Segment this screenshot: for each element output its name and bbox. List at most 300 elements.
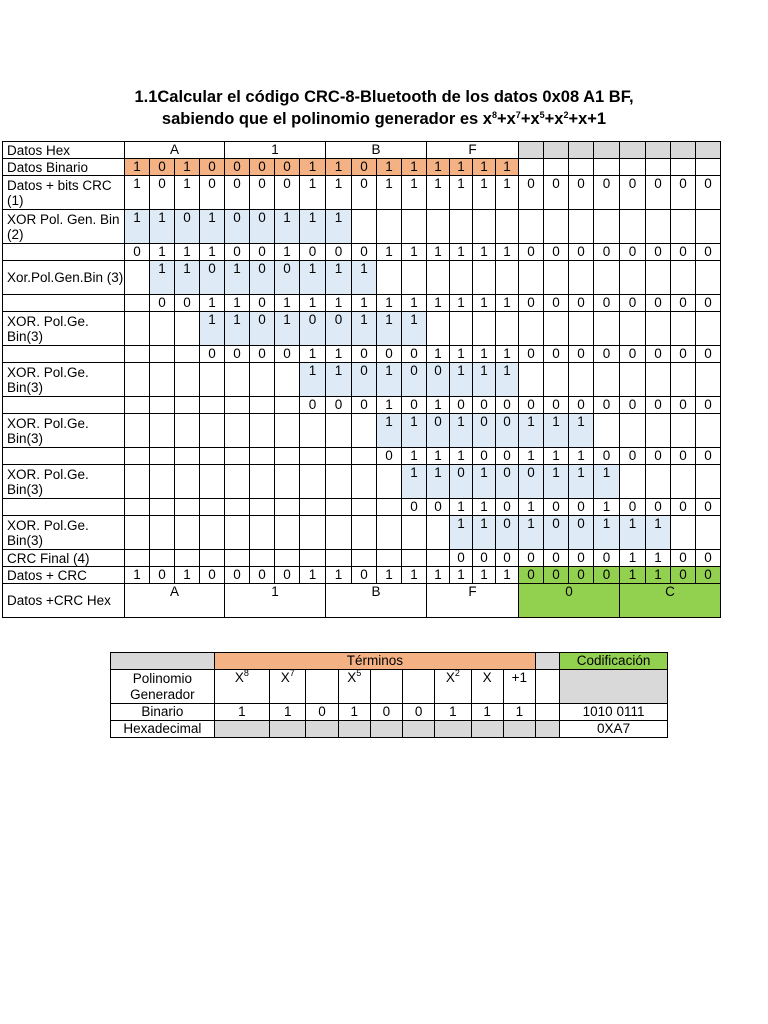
coding-header: Codificación — [560, 653, 668, 670]
bit-cell: 0 — [450, 465, 473, 499]
bit-cell: 1 — [377, 414, 402, 448]
row-label: XOR. Pol.Ge. Bin(3) — [3, 414, 125, 448]
term-base: X — [347, 670, 357, 685]
empty-cell — [125, 363, 150, 397]
empty-cell — [150, 499, 175, 516]
bit-cell: 1 — [275, 210, 300, 244]
empty-cell — [496, 312, 519, 346]
empty-cell — [200, 448, 225, 465]
empty-cell — [326, 414, 352, 448]
empty-cell — [250, 516, 275, 550]
empty-cell — [250, 397, 275, 414]
bit-cell: 0 — [671, 244, 696, 261]
row-label: XOR. Pol.Ge. Bin(3) — [3, 465, 125, 499]
bit-cell: 0 — [275, 261, 300, 295]
bit-cell: 0 — [569, 346, 594, 363]
empty-cell — [250, 448, 275, 465]
bit-cell: 0 — [620, 346, 646, 363]
empty-cell — [200, 414, 225, 448]
empty-cell — [427, 516, 450, 550]
bit-cell: 1 — [150, 210, 175, 244]
empty-cell — [352, 210, 377, 244]
hex-blank-cell — [214, 721, 269, 738]
bit-cell: 1 — [326, 261, 352, 295]
bit-cell: 0 — [402, 499, 427, 516]
empty-cell — [496, 261, 519, 295]
bit-cell: 1 — [352, 295, 377, 312]
bit-cell: 1 — [496, 176, 519, 210]
bit-cell: 0 — [352, 363, 377, 397]
bit-cell: 0 — [594, 448, 620, 465]
terms-header: Términos — [214, 653, 535, 670]
empty-cell — [225, 363, 250, 397]
bit-cell: 0 — [569, 176, 594, 210]
empty-cell — [569, 261, 594, 295]
empty-cell — [150, 312, 175, 346]
bit-cell: 0 — [352, 159, 377, 176]
bit-cell: 0 — [620, 244, 646, 261]
bit-cell: 1 — [377, 312, 402, 346]
bit-cell: 1 — [326, 159, 352, 176]
empty-cell — [150, 465, 175, 499]
empty-cell — [275, 414, 300, 448]
bit-cell: 0 — [496, 414, 519, 448]
bit-cell: 1 — [300, 363, 326, 397]
bit-cell: 0 — [519, 346, 544, 363]
bit-cell: 1 — [300, 346, 326, 363]
bit-cell: 0 — [200, 261, 225, 295]
hex-group-cell: A — [125, 142, 225, 159]
empty-cell — [125, 261, 150, 295]
empty-cell — [275, 516, 300, 550]
xor-polynomial-row — [3, 312, 721, 346]
row-label — [3, 499, 125, 516]
empty-cell — [300, 550, 326, 567]
bit-cell: 1 — [450, 567, 473, 584]
empty-cell — [519, 210, 544, 244]
empty-cell — [200, 363, 225, 397]
bit-cell: 0 — [696, 244, 721, 261]
bit-cell: 0 — [496, 448, 519, 465]
empty-cell — [275, 397, 300, 414]
bit-cell: 1 — [519, 516, 544, 550]
bit-cell: 0 — [646, 244, 671, 261]
bit-cell: 0 — [300, 397, 326, 414]
hex-blank-cell — [338, 721, 370, 738]
bit-cell: 1 — [200, 210, 225, 244]
empty-cell — [225, 397, 250, 414]
empty-cell — [275, 465, 300, 499]
empty-cell — [496, 210, 519, 244]
bit-cell: 0 — [620, 448, 646, 465]
bit-cell: 1 — [473, 159, 496, 176]
bit-cell: 0 — [671, 397, 696, 414]
empty-cell — [377, 261, 402, 295]
empty-cell — [225, 414, 250, 448]
binary-coefficient-cell: 1 — [270, 704, 306, 721]
empty-cell — [275, 448, 300, 465]
poly-terms-row — [111, 670, 668, 704]
term-base: X — [482, 670, 492, 685]
bit-cell: 1 — [377, 159, 402, 176]
bit-cell: 0 — [225, 176, 250, 210]
term-base: X — [280, 670, 290, 685]
hex-blank-cell — [370, 721, 402, 738]
bit-cell: 1 — [427, 159, 450, 176]
row-label: Datos + CRC — [3, 567, 125, 584]
hex-group-cell: 0 — [519, 584, 620, 618]
bit-cell: 0 — [473, 550, 496, 567]
term-base: X — [445, 670, 455, 685]
bit-cell: 1 — [125, 176, 150, 210]
polynomial-term-cell — [435, 670, 471, 704]
empty-cell — [225, 516, 250, 550]
bit-cell: 1 — [646, 567, 671, 584]
empty-cell — [427, 261, 450, 295]
bit-cell: 1 — [473, 567, 496, 584]
bit-cell: 0 — [671, 448, 696, 465]
bit-cell: 1 — [377, 176, 402, 210]
bit-cell: 0 — [352, 176, 377, 210]
bit-cell: 0 — [250, 295, 275, 312]
bit-cell: 0 — [696, 176, 721, 210]
empty-cell — [620, 159, 646, 176]
bit-cell: 0 — [544, 499, 569, 516]
empty-cell — [544, 261, 569, 295]
bit-cell: 1 — [496, 346, 519, 363]
bit-cell: 1 — [150, 244, 175, 261]
bit-cell: 0 — [250, 176, 275, 210]
hex-group-cell: 1 — [225, 142, 326, 159]
bit-cell: 1 — [519, 499, 544, 516]
bit-cell: 1 — [300, 567, 326, 584]
poly-hex-row — [111, 721, 668, 738]
empty-cell — [620, 465, 646, 499]
hex-group-cell: C — [620, 584, 721, 618]
empty-cell — [646, 414, 671, 448]
bit-cell: 0 — [352, 244, 377, 261]
row-label: XOR. Pol.Ge. Bin(3) — [3, 363, 125, 397]
bit-cell: 0 — [225, 159, 250, 176]
hex-blank-cell — [306, 721, 338, 738]
empty-cell — [620, 261, 646, 295]
empty-cell — [275, 363, 300, 397]
empty-cell — [200, 550, 225, 567]
bit-cell: 1 — [594, 499, 620, 516]
bit-cell: 0 — [696, 550, 721, 567]
bit-cell: 1 — [646, 516, 671, 550]
bit-cell: 0 — [519, 550, 544, 567]
bit-cell: 0 — [150, 295, 175, 312]
bit-cell: 1 — [225, 312, 250, 346]
hex-blank-cell — [503, 721, 535, 738]
gray-cell — [696, 142, 721, 159]
bit-cell: 0 — [150, 159, 175, 176]
bit-cell: 0 — [250, 567, 275, 584]
empty-cell — [300, 448, 326, 465]
empty-cell — [150, 550, 175, 567]
binary-coefficient-cell: 1 — [471, 704, 503, 721]
bit-cell: 0 — [594, 244, 620, 261]
empty-cell — [200, 397, 225, 414]
empty-cell — [594, 414, 620, 448]
empty-cell — [352, 516, 377, 550]
hex-group-cell: B — [326, 584, 427, 618]
gray-cell — [671, 142, 696, 159]
crc-step-row — [3, 499, 721, 516]
bit-cell: 0 — [569, 550, 594, 567]
empty-cell — [620, 414, 646, 448]
empty-cell — [671, 159, 696, 176]
hex-group-cell: B — [326, 142, 427, 159]
row-label: XOR. Pol.Ge. Bin(3) — [3, 516, 125, 550]
binary-gap-cell — [535, 704, 559, 721]
bit-cell: 0 — [519, 567, 544, 584]
bit-cell: 0 — [150, 567, 175, 584]
bit-cell: 1 — [473, 244, 496, 261]
bit-cell: 1 — [352, 312, 377, 346]
empty-cell — [150, 346, 175, 363]
bit-cell: 1 — [125, 159, 150, 176]
bit-cell: 1 — [496, 244, 519, 261]
crc-step-row — [3, 448, 721, 465]
empty-cell — [125, 499, 150, 516]
bit-cell: 1 — [450, 346, 473, 363]
poly-header-row — [111, 653, 668, 670]
empty-cell — [696, 516, 721, 550]
empty-cell — [275, 550, 300, 567]
empty-cell — [352, 499, 377, 516]
bit-cell: 0 — [402, 363, 427, 397]
binary-label: Binario — [111, 704, 215, 721]
terms-gap-cell — [535, 670, 559, 704]
bit-cell: 1 — [402, 244, 427, 261]
bit-cell: 1 — [569, 448, 594, 465]
hex-blank-cell — [471, 721, 503, 738]
bit-cell: 1 — [450, 176, 473, 210]
bit-cell: 0 — [300, 244, 326, 261]
empty-cell — [175, 312, 200, 346]
empty-cell — [473, 312, 496, 346]
empty-cell — [377, 210, 402, 244]
bit-cell: 0 — [427, 414, 450, 448]
xor-polynomial-row — [3, 465, 721, 499]
bit-cell: 0 — [496, 397, 519, 414]
bit-cell: 1 — [496, 295, 519, 312]
bit-cell: 1 — [175, 176, 200, 210]
bit-cell: 0 — [175, 295, 200, 312]
bit-cell: 0 — [250, 346, 275, 363]
empty-cell — [175, 516, 200, 550]
empty-cell — [646, 312, 671, 346]
empty-cell — [544, 312, 569, 346]
bit-cell: 1 — [620, 567, 646, 584]
binary-coefficient-cell: 0 — [306, 704, 338, 721]
term-exponent: 5 — [356, 668, 362, 678]
empty-cell — [125, 414, 150, 448]
empty-cell — [150, 363, 175, 397]
bit-cell: 0 — [620, 397, 646, 414]
bit-cell: 1 — [275, 312, 300, 346]
binary-coefficient-cell: 0 — [370, 704, 402, 721]
binary-code: 1010 0111 — [560, 704, 668, 721]
crc-step-row — [3, 346, 721, 363]
term-base: X — [234, 670, 244, 685]
binary-coefficient-cell: 1 — [503, 704, 535, 721]
crc-step-row — [3, 550, 721, 567]
gray-cell — [620, 142, 646, 159]
crc-step-row — [3, 176, 721, 210]
bit-cell: 1 — [450, 363, 473, 397]
empty-cell — [519, 312, 544, 346]
gray-cell — [646, 142, 671, 159]
bit-cell: 1 — [275, 244, 300, 261]
empty-cell — [696, 312, 721, 346]
empty-cell — [250, 414, 275, 448]
empty-cell — [250, 550, 275, 567]
row-label: Datos + bits CRC (1) — [3, 176, 125, 210]
bit-cell: 0 — [352, 567, 377, 584]
bit-cell: 1 — [175, 159, 200, 176]
bit-cell: 1 — [450, 295, 473, 312]
bit-cell: 1 — [646, 550, 671, 567]
bit-cell: 1 — [326, 176, 352, 210]
empty-cell — [594, 261, 620, 295]
bit-cell: 0 — [696, 499, 721, 516]
empty-cell — [646, 210, 671, 244]
empty-cell — [569, 363, 594, 397]
empty-cell — [646, 363, 671, 397]
bit-cell: 0 — [326, 312, 352, 346]
row-label: Datos Binario — [3, 159, 125, 176]
bit-cell: 1 — [473, 346, 496, 363]
empty-cell — [125, 550, 150, 567]
empty-cell — [450, 210, 473, 244]
empty-cell — [450, 312, 473, 346]
bit-cell: 0 — [519, 465, 544, 499]
bit-cell: 1 — [450, 244, 473, 261]
empty-cell — [671, 312, 696, 346]
bit-cell: 0 — [646, 346, 671, 363]
bit-cell: 1 — [544, 448, 569, 465]
bit-cell: 1 — [473, 363, 496, 397]
bit-cell: 1 — [402, 414, 427, 448]
bit-cell: 0 — [696, 346, 721, 363]
polynomial-term-cell — [503, 670, 535, 704]
poly-header-gap — [535, 653, 559, 670]
empty-cell — [519, 159, 544, 176]
bit-cell: 0 — [175, 210, 200, 244]
empty-cell — [125, 346, 150, 363]
bit-cell: 1 — [473, 295, 496, 312]
polynomial-term-cell — [370, 670, 402, 704]
empty-cell — [200, 516, 225, 550]
bit-cell: 0 — [620, 295, 646, 312]
bit-cell: 1 — [225, 261, 250, 295]
bit-cell: 0 — [696, 567, 721, 584]
empty-cell — [352, 550, 377, 567]
empty-cell — [225, 448, 250, 465]
bit-cell: 1 — [450, 159, 473, 176]
bit-cell: 0 — [671, 176, 696, 210]
bit-cell: 0 — [544, 244, 569, 261]
binary-coefficient-cell: 1 — [214, 704, 269, 721]
empty-cell — [125, 465, 150, 499]
term-exponent: 2 — [454, 668, 460, 678]
bit-cell: 0 — [646, 397, 671, 414]
bit-cell: 0 — [275, 567, 300, 584]
crc-step-row — [3, 295, 721, 312]
empty-cell — [175, 465, 200, 499]
empty-cell — [696, 261, 721, 295]
bit-cell: 1 — [326, 363, 352, 397]
poly-generator-label: Polinomio Generador — [111, 670, 215, 704]
empty-cell — [225, 499, 250, 516]
hex-blank-cell — [535, 721, 559, 738]
bit-cell: 0 — [352, 346, 377, 363]
empty-cell — [696, 210, 721, 244]
bit-cell: 0 — [200, 159, 225, 176]
bit-cell: 1 — [200, 244, 225, 261]
bit-cell: 1 — [402, 465, 427, 499]
empty-cell — [671, 516, 696, 550]
empty-cell — [427, 550, 450, 567]
bit-cell: 0 — [594, 567, 620, 584]
empty-cell — [569, 159, 594, 176]
empty-cell — [620, 210, 646, 244]
bit-cell: 0 — [671, 499, 696, 516]
bit-cell: 0 — [473, 414, 496, 448]
xor-polynomial-row — [3, 516, 721, 550]
empty-cell — [200, 465, 225, 499]
title-line-2: sabiendo que el polinomio generador es $x^8+x^7+x^5+x^2+x+1$ — [161, 110, 607, 128]
empty-cell — [300, 516, 326, 550]
crc-step-row — [3, 244, 721, 261]
empty-cell — [300, 465, 326, 499]
row-label — [3, 244, 125, 261]
bit-cell: 1 — [450, 414, 473, 448]
bit-cell: 1 — [402, 159, 427, 176]
empty-cell — [326, 465, 352, 499]
empty-cell — [450, 261, 473, 295]
bit-cell: 0 — [250, 210, 275, 244]
polynomial-term-cell — [306, 670, 338, 704]
empty-cell — [569, 312, 594, 346]
empty-cell — [250, 499, 275, 516]
empty-cell — [175, 414, 200, 448]
bit-cell: 1 — [473, 465, 496, 499]
bit-cell: 1 — [427, 448, 450, 465]
bit-cell: 1 — [427, 244, 450, 261]
empty-cell — [544, 210, 569, 244]
bit-cell: 0 — [569, 499, 594, 516]
empty-cell — [402, 550, 427, 567]
hexadecimal-label: Hexadecimal — [111, 721, 215, 738]
row-label: Xor.Pol.Gen.Bin (3) — [3, 261, 125, 295]
bit-cell: 0 — [519, 176, 544, 210]
empty-cell — [377, 550, 402, 567]
empty-cell — [620, 312, 646, 346]
bit-cell: 0 — [473, 448, 496, 465]
empty-cell — [150, 448, 175, 465]
bit-cell: 0 — [450, 397, 473, 414]
empty-cell — [175, 448, 200, 465]
polynomial-table — [110, 652, 668, 738]
empty-cell — [300, 499, 326, 516]
bit-cell: 0 — [569, 244, 594, 261]
bit-cell: 0 — [646, 499, 671, 516]
bit-cell: 1 — [352, 261, 377, 295]
